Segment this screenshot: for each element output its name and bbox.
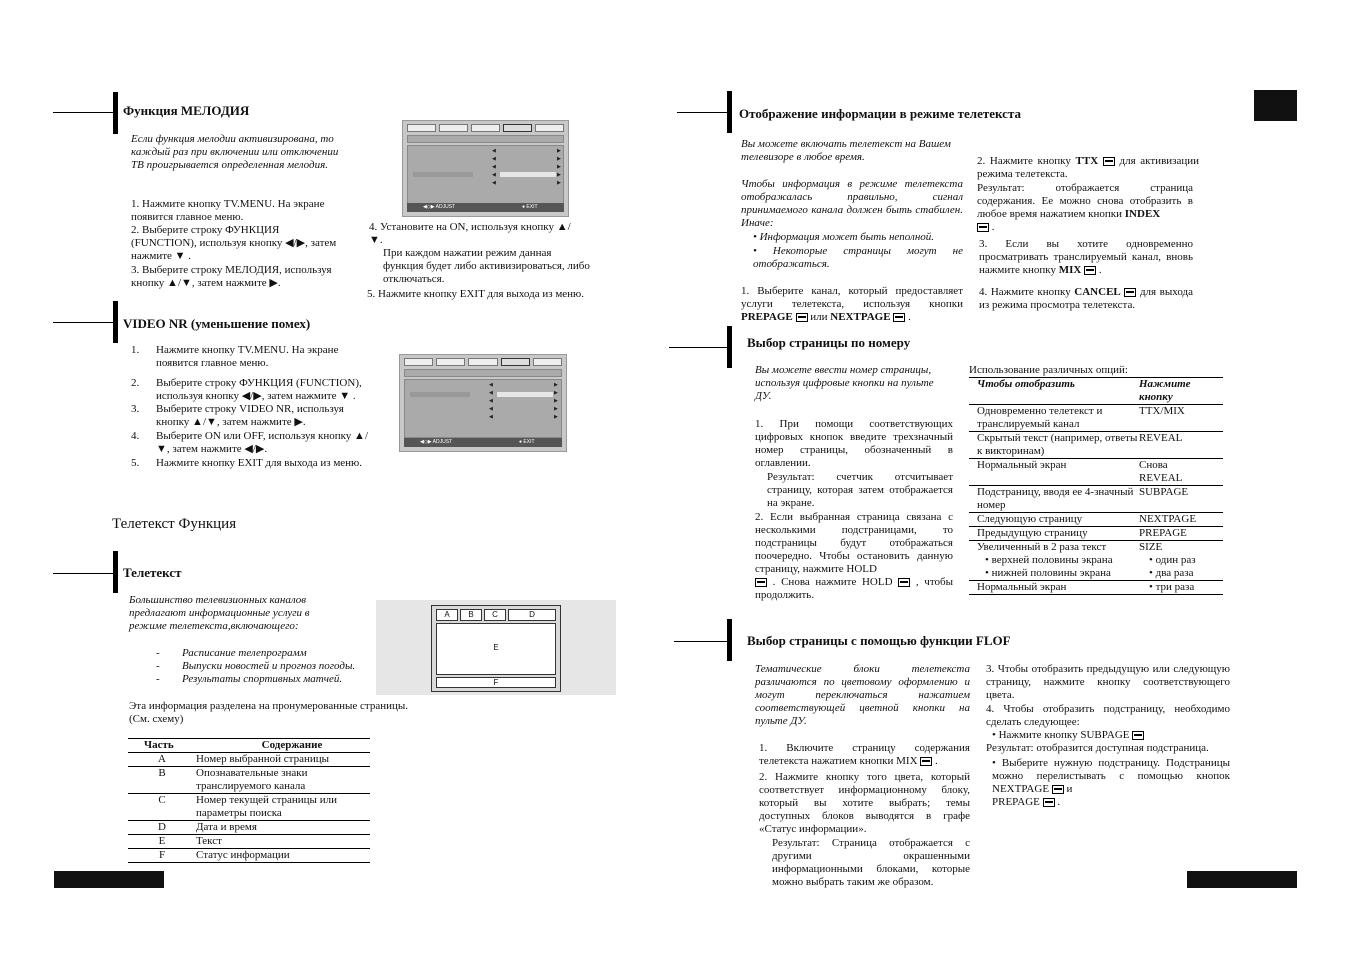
flof-bullet-1	[992, 729, 1144, 742]
cell-part: D	[158, 821, 166, 833]
teletext-note: Эта информация разделена на пронумерованные страницы. (См. схему)	[129, 700, 409, 725]
opt-key: SUBPAGE	[1139, 486, 1189, 498]
cell-content: Статус информации	[196, 849, 290, 861]
menu-value-bar	[497, 392, 553, 397]
section-marker	[113, 301, 118, 343]
opt-desc: Нормальный экран	[977, 459, 1067, 471]
flof-step-3: 3. Чтобы отобразить предыдущую или следующую страницу, нажмите кнопку соответствующего цвета.	[986, 663, 1230, 701]
diagram-part-d: D	[508, 609, 556, 621]
ttx-key: TTX	[1075, 155, 1099, 167]
opt-key: NEXTPAGE	[1139, 513, 1197, 525]
table-header	[128, 739, 370, 753]
opt-desc: Следующую страницу	[977, 513, 1083, 525]
menu-screenshot	[399, 354, 567, 452]
bullet-dash: -	[156, 673, 160, 685]
menu-value-bar	[500, 172, 556, 177]
step-text: 3. Если вы хотите одновременно просматривать транслируемый канал, вновь нажмите кнопку	[979, 238, 1193, 276]
ttx-icon	[1103, 157, 1115, 166]
melody-step-4: 4. Установите на ON, используя кнопку ▲/▼.	[369, 221, 571, 246]
flof-result-2: Результат: Страница отображается с другими окрашенными информационными блоками, которые можно выбрать таким же образом.	[772, 837, 970, 888]
melody-intro: Если функция мелодии активизирована, то каждый раз при включении или отключении ТВ проигрывается определенная мелодия.	[131, 133, 339, 171]
step-text: , чтобы продолжить.	[755, 576, 953, 601]
menu-tabs	[407, 124, 564, 132]
nextpage-icon	[1052, 785, 1064, 794]
diagram-part-e: E	[436, 623, 556, 675]
punct: .	[991, 221, 995, 233]
opt-key: SIZE	[1139, 541, 1163, 553]
cell-part: E	[158, 835, 166, 847]
col-part: Часть	[144, 739, 174, 751]
page-tab-left	[54, 871, 164, 888]
cell-content: Текст	[196, 835, 222, 847]
nextpage-icon	[893, 313, 905, 322]
bynum-result-1: Результат: счетчик отсчитывает страницу, которая затем отображается на экране.	[767, 471, 953, 509]
cell-content: Номер текущей страницы или параметры поиска	[196, 794, 337, 819]
col-content: Содержание	[261, 739, 323, 751]
step-text: 2. Нажмите кнопку	[977, 155, 1071, 167]
section-marker	[727, 326, 732, 368]
cancel-icon	[1124, 288, 1136, 297]
opt-key: REVEAL	[1139, 432, 1183, 444]
opt-desc: Подстраницу, вводя ее 4-значный номер	[977, 486, 1134, 511]
bynum-step-1: 1. При помощи соответствующих цифровых кнопок введите трехзначный номер страницы, обозначенный в оглавлении.	[755, 418, 953, 469]
punct: .	[1057, 796, 1061, 808]
display-title: Отображение информации в режиме телетекста	[739, 106, 1021, 121]
teletext-diagram	[376, 600, 616, 695]
flof-bullet-2	[992, 757, 1230, 809]
table-row	[128, 821, 370, 835]
table-row	[128, 835, 370, 849]
teletext-title: Телетекст	[123, 565, 182, 580]
display-intro-1: Вы можете включать телетекст на Вашем телевизоре в любое время.	[741, 138, 951, 163]
section-rule	[669, 347, 729, 348]
bullet-text: Информация может быть неполной.	[759, 231, 935, 243]
options-row	[969, 459, 1223, 486]
flof-title: Выбор страницы с помощью функции FLOF	[747, 633, 1011, 648]
menu-tab	[471, 124, 500, 132]
menu-tab	[407, 124, 436, 132]
flof-intro: Тематические блоки телетекста различаются по цветовому оформлению и могут переключаться нажатием соответствующей цветной кнопки на пульте ДУ.	[755, 663, 970, 727]
opt-key: • два раза	[1149, 567, 1194, 579]
videonr-step-1: Нажмите кнопку TV.MENU. На экране появится главное меню.	[156, 344, 339, 369]
bullet-dash: -	[156, 660, 160, 672]
bullet-text: • Выберите нужную подстраницу. Подстраницы можно перелистывать с помощью кнопок NEXTPAGE	[992, 757, 1230, 795]
menu-tab	[436, 358, 465, 366]
section-rule	[674, 641, 729, 642]
chapter-heading: Телетекст Функция	[112, 516, 237, 532]
section-marker	[727, 619, 732, 661]
cell-content: Номер выбранной страницы	[196, 753, 330, 765]
diagram-part-b: B	[460, 609, 482, 621]
section-marker	[113, 551, 118, 593]
page-tab-right	[1187, 871, 1297, 888]
options-row	[969, 405, 1223, 432]
display-step-3	[979, 238, 1193, 277]
teletext-bullet-3: Результаты спортивных матчей.	[182, 673, 343, 685]
melody-title: Функция МЕЛОДИЯ	[123, 103, 250, 118]
options-table	[969, 377, 1223, 595]
flof-step-2: 2. Нажмите кнопку того цвета, который соответствует информационному блоку, который вы хотите выбрать; темы доступных блоков выводятся в графе «Статус информации».	[759, 771, 970, 835]
table-row	[128, 767, 370, 794]
menu-row-highlight	[413, 172, 473, 177]
step-text: 2. Если выбранная страница связана с несколькими подстраницами, то подстраницы будут отображаться поочередно. Чтобы остановить данную страницу, нажмите HOLD	[755, 511, 953, 575]
punct: .	[908, 311, 911, 323]
table-row	[128, 849, 370, 863]
menu-tab-selected	[503, 124, 532, 132]
videonr-step-4: Выберите ON или OFF, используя кнопку ▲/▼, затем нажмите ◀/▶.	[156, 430, 369, 455]
menu-header	[407, 135, 564, 143]
hold-icon	[755, 578, 767, 587]
adjust-hint: ◀◇▶ ADJUST	[420, 439, 453, 445]
cell-content: Опознавательные знаки транслируемого канала	[196, 767, 308, 792]
cell-content: Дата и время	[196, 821, 257, 833]
teletext-bullet-2: Выпуски новостей и прогноз погоды.	[182, 660, 356, 672]
menu-row-highlight	[410, 392, 470, 397]
punct: .	[1098, 264, 1102, 276]
display-step-4	[979, 286, 1193, 312]
menu-footer	[404, 438, 562, 447]
section-marker	[113, 92, 118, 134]
section-rule	[677, 112, 729, 113]
options-row	[969, 581, 1223, 595]
menu-footer	[407, 203, 564, 212]
bullet-text: • Нажмите кнопку SUBPAGE	[992, 729, 1130, 741]
opt-desc: • верхней половины экрана	[985, 554, 1113, 566]
cell-part: F	[158, 849, 166, 861]
cancel-key: CANCEL	[1074, 286, 1121, 298]
prepage-key: PREPAGE	[741, 311, 793, 323]
bynum-title: Выбор страницы по номеру	[747, 335, 911, 350]
display-step-1	[741, 285, 963, 324]
display-intro-2: Чтобы информация в режиме телетекста отображалась правильно, сигнал принимаемого канала должен быть стабилен. Иначе:	[741, 178, 963, 229]
step-text: . Снова нажмите HOLD	[772, 576, 893, 588]
step-text: для выхода из режима просмотра телетекста.	[979, 286, 1193, 311]
videonr-num-2: 2.	[131, 377, 140, 389]
mix-key: MIX	[1058, 264, 1082, 276]
options-row	[969, 486, 1223, 513]
menu-right-arrows: ▶ ▶ ▶ ▶ ▶	[557, 148, 561, 186]
opt-desc: Скрытый текст (например, ответы к викторинам)	[977, 432, 1138, 457]
step-text: 1. Выберите канал, который предоставляет услуги телетекста, используя кнопки	[741, 285, 963, 310]
col-press: Нажмите кнопку	[1139, 378, 1191, 403]
videonr-num-5: 5.	[131, 457, 140, 469]
display-result	[977, 182, 1193, 234]
options-title: Использование различных опций:	[969, 364, 1128, 376]
parts-table	[128, 738, 370, 863]
display-bullet-1: • Информация может быть неполной.	[753, 231, 935, 243]
cell-part: A	[158, 753, 166, 765]
diagram-part-f: F	[436, 677, 556, 688]
opt-desc: Предыдущую страницу	[977, 527, 1088, 539]
options-row	[969, 554, 1223, 567]
menu-tab	[439, 124, 468, 132]
hold-icon	[898, 578, 910, 587]
col-display: Чтобы отобразить	[977, 378, 1075, 390]
menu-tabs	[404, 358, 562, 366]
flof-step-1	[759, 742, 970, 768]
opt-key: PREPAGE	[1139, 527, 1187, 539]
opt-desc: Увеличенный в 2 раза текст	[977, 541, 1107, 553]
videonr-title: VIDEO NR (уменьшение помех)	[123, 316, 311, 331]
opt-key: • три раза	[1149, 581, 1195, 593]
opt-key: Снова REVEAL	[1139, 459, 1183, 484]
videonr-num-3: 3.	[131, 403, 140, 415]
bullet-text: и	[1066, 783, 1073, 795]
videonr-step-3: Выберите строку VIDEO NR, используя кнопку ▲/▼, затем нажмите ▶.	[156, 403, 344, 428]
opt-desc: • нижней половины экрана	[985, 567, 1111, 579]
options-row	[969, 527, 1223, 541]
table-row	[128, 753, 370, 767]
prepage-icon	[796, 313, 808, 322]
videonr-step-5: Нажмите кнопку EXIT для выхода из меню.	[156, 457, 363, 469]
section-rule	[53, 112, 115, 113]
menu-right-arrows: ▶ ▶ ▶ ▶ ▶	[554, 382, 558, 420]
melody-step-2: 2. Выберите строку ФУНКЦИЯ (FUNCTION), используя кнопку ◀/▶, затем нажмите ▼ .	[131, 224, 337, 262]
section-rule	[53, 322, 115, 323]
diagram-part-a: A	[436, 609, 458, 621]
step-text: 4. Нажмите кнопку	[979, 286, 1071, 298]
menu-left-arrows: ◀ ◀ ◀ ◀ ◀	[489, 382, 493, 420]
melody-note: При каждом нажатии режим данная функция будет либо активизироваться, либо отключаться.	[383, 247, 590, 285]
menu-tab-selected	[501, 358, 530, 366]
bullet-text: Некоторые страницы могут не отображаться.	[753, 245, 963, 270]
step-text: или	[810, 311, 828, 323]
bullet-dash: -	[156, 647, 160, 659]
melody-step-3: 3. Выберите строку МЕЛОДИЯ, используя кнопку ▲/▼, затем нажмите ▶.	[131, 264, 332, 289]
menu-header	[404, 369, 562, 377]
page-tab-top-right	[1254, 90, 1297, 121]
teletext-intro: Большинство телевизионных каналов предлагают информационные услуги в режиме телетекста,включающего:	[129, 594, 310, 632]
menu-tab	[533, 358, 562, 366]
index-key: INDEX	[1124, 208, 1161, 220]
videonr-num-1: 1.	[131, 344, 140, 356]
menu-tab	[468, 358, 497, 366]
menu-tab	[535, 124, 564, 132]
options-header	[969, 377, 1223, 405]
result-text: Результат: отображается страница содержания. Ее можно снова отобразить в любое время нажатием кнопки	[977, 182, 1193, 220]
opt-desc: Одновременно телетекст и транслируемый канал	[977, 405, 1103, 430]
opt-key: TTX/MIX	[1139, 405, 1185, 417]
index-icon	[977, 223, 989, 232]
step-text: 1. Включите страницу содержания телетекста нажатием кнопки MIX	[759, 742, 970, 767]
bullet-text: PREPAGE	[992, 796, 1040, 808]
flof-step-4: 4. Чтобы отобразить подстраницу, необходимо сделать следующее:	[986, 703, 1230, 728]
menu-tab	[404, 358, 433, 366]
menu-panel	[404, 379, 562, 438]
adjust-hint: ◀◇▶ ADJUST	[423, 204, 456, 210]
display-bullet-2: • Некоторые страницы могут не отображаться.	[753, 245, 963, 270]
display-step-2	[977, 155, 1199, 181]
options-row	[969, 432, 1223, 459]
exit-hint: ● EXIT	[519, 439, 535, 445]
melody-step-1: 1. Нажмите кнопку TV.MENU. На экране появится главное меню.	[131, 198, 325, 223]
punct: .	[935, 755, 938, 767]
melody-step-5: 5. Нажмите кнопку EXIT для выхода из меню.	[367, 288, 585, 300]
cell-part: C	[158, 794, 166, 806]
cell-part: B	[158, 767, 166, 779]
nextpage-key: NEXTPAGE	[830, 311, 891, 323]
prepage-icon	[1043, 798, 1055, 807]
opt-desc: Нормальный экран	[977, 581, 1067, 593]
exit-hint: ● EXIT	[522, 204, 538, 210]
videonr-num-4: 4.	[131, 430, 140, 442]
flof-result-4: Результат: отобразится доступная подстраница.	[986, 742, 1209, 754]
step-text: для активизации режима телетекста.	[977, 155, 1200, 180]
mix-icon	[1084, 266, 1096, 275]
videonr-step-2: Выберите строку ФУНКЦИЯ (FUNCTION), используя кнопку ◀/▶, затем нажмите ▼ .	[156, 377, 362, 402]
opt-key: • один раз	[1149, 554, 1196, 566]
options-row	[969, 567, 1223, 581]
mix-icon	[920, 757, 932, 766]
bynum-step-2	[755, 511, 953, 602]
teletext-bullet-1: Расписание телепрограмм	[182, 647, 307, 659]
bynum-intro: Вы можете ввести номер страницы, используя цифровые кнопки на пульте ДУ.	[755, 364, 934, 402]
section-marker	[727, 91, 732, 133]
table-row	[128, 794, 370, 821]
diagram-part-c: C	[484, 609, 506, 621]
subpage-icon	[1132, 731, 1144, 740]
menu-screenshot	[402, 120, 569, 217]
options-row	[969, 513, 1223, 527]
section-rule	[53, 573, 115, 574]
menu-left-arrows: ◀ ◀ ◀ ◀ ◀	[492, 148, 496, 186]
options-row	[969, 541, 1223, 554]
